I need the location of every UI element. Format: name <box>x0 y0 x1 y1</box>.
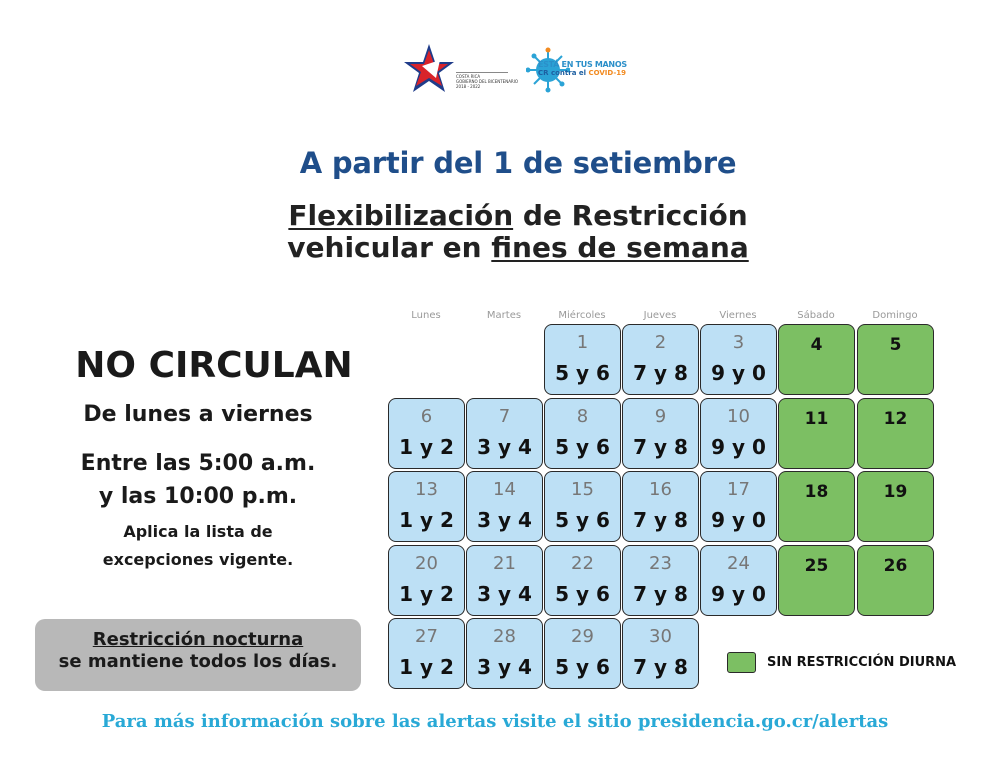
calendar-day <box>622 618 699 689</box>
day-number: 19 <box>883 482 908 502</box>
calendar-day-weekend <box>857 545 934 616</box>
day-number: 26 <box>883 556 908 576</box>
plate-digits: 3 y 4 <box>477 582 532 606</box>
calendar-day <box>622 471 699 542</box>
day-number: 27 <box>415 626 438 647</box>
costa-rica-star-logo <box>402 42 456 96</box>
calendar-day-weekend <box>778 398 855 469</box>
plate-digits: 5 y 6 <box>555 582 610 606</box>
day-number: 9 <box>654 406 667 427</box>
plate-digits: 3 y 4 <box>477 508 532 532</box>
day-number: 25 <box>804 556 829 576</box>
calendar-day-weekend <box>857 324 934 395</box>
day-number: 29 <box>571 626 594 647</box>
calendar-day <box>622 545 699 616</box>
calendar-day <box>544 618 621 689</box>
costa-rica-logo-text: COSTA RICA GOBIERNO DEL BICENTENARIO 2018 - 2022 <box>456 74 519 89</box>
plate-digits: 3 y 4 <box>477 655 532 679</box>
plate-digits: 3 y 4 <box>477 435 532 459</box>
day-number: 22 <box>571 553 594 574</box>
legend-swatch <box>727 652 756 673</box>
plate-digits: 7 y 8 <box>633 361 688 385</box>
plate-digits: 9 y 0 <box>711 435 766 459</box>
calendar-day <box>700 324 777 395</box>
day-number: 5 <box>889 335 902 355</box>
schedule-hours: Entre las 5:00 a.m. y las 10:00 p.m. <box>80 451 316 509</box>
calendar-day <box>544 545 621 616</box>
calendar-day <box>622 324 699 395</box>
day-number: 2 <box>654 332 667 353</box>
day-number: 3 <box>732 332 745 353</box>
day-number: 11 <box>804 409 829 429</box>
plate-digits: 5 y 6 <box>555 361 610 385</box>
day-number: 18 <box>804 482 829 502</box>
day-number: 16 <box>649 479 672 500</box>
plate-digits: 7 y 8 <box>633 582 688 606</box>
day-number: 30 <box>649 626 672 647</box>
exceptions-note: Aplica la lista de excepciones vigente. <box>102 522 294 569</box>
plate-digits: 9 y 0 <box>711 582 766 606</box>
calendar-day <box>466 398 543 469</box>
day-number: 15 <box>571 479 594 500</box>
calendar-day-weekend <box>778 545 855 616</box>
calendar-day <box>466 471 543 542</box>
day-number: 24 <box>727 553 750 574</box>
headline: A partir del 1 de setiembre <box>299 146 737 180</box>
day-header: Miércoles <box>558 310 606 321</box>
day-number: 28 <box>493 626 516 647</box>
day-header: Martes <box>486 310 522 321</box>
day-number: 21 <box>493 553 516 574</box>
night-restriction-box: Restricción nocturna se mantiene todos los días. <box>35 619 361 691</box>
calendar-day <box>466 545 543 616</box>
day-number: 10 <box>727 406 750 427</box>
calendar-day <box>388 545 465 616</box>
plate-digits: 1 y 2 <box>399 508 454 532</box>
schedule-days: De lunes a viernes <box>83 402 313 427</box>
day-header: Lunes <box>411 310 441 321</box>
plate-digits: 7 y 8 <box>633 655 688 679</box>
plate-digits: 1 y 2 <box>399 435 454 459</box>
calendar-day <box>466 618 543 689</box>
calendar-day <box>388 398 465 469</box>
plate-digits: 7 y 8 <box>633 508 688 532</box>
plate-digits: 5 y 6 <box>555 435 610 459</box>
calendar-day <box>544 324 621 395</box>
no-circulan-title: NO CIRCULAN <box>75 345 353 386</box>
day-number: 7 <box>498 406 511 427</box>
day-number: 14 <box>493 479 516 500</box>
calendar-day <box>700 471 777 542</box>
plate-digits: 5 y 6 <box>555 508 610 532</box>
day-number: 12 <box>883 409 908 429</box>
calendar-day <box>700 545 777 616</box>
calendar-day <box>700 398 777 469</box>
calendar-day <box>388 618 465 689</box>
calendar-day <box>388 471 465 542</box>
day-header: Domingo <box>872 310 918 321</box>
calendar-day <box>544 398 621 469</box>
day-number: 8 <box>576 406 589 427</box>
plate-digits: 9 y 0 <box>711 508 766 532</box>
day-number: 20 <box>415 553 438 574</box>
day-header: Jueves <box>643 310 677 321</box>
day-header: Sábado <box>797 310 835 321</box>
calendar-day <box>544 471 621 542</box>
plate-digits: 9 y 0 <box>711 361 766 385</box>
calendar-day <box>622 398 699 469</box>
calendar-day-weekend <box>857 398 934 469</box>
day-number: 13 <box>415 479 438 500</box>
plate-digits: 1 y 2 <box>399 582 454 606</box>
legend-label: SIN RESTRICCIÓN DIURNA <box>767 655 957 670</box>
plate-digits: 1 y 2 <box>399 655 454 679</box>
day-header: Viernes <box>719 310 757 321</box>
esta-en-tus-manos-logo: ESTÁ EN TUS MANOS CR contra el COVID-19 <box>538 60 627 77</box>
plate-digits: 7 y 8 <box>633 435 688 459</box>
day-number: 4 <box>810 335 823 355</box>
footer-info: Para más información sobre las alertas visite el sitio presidencia.go.cr/alertas <box>101 711 889 732</box>
calendar-day-weekend <box>778 471 855 542</box>
subhead: Flexibilización de Restricción vehicular en fines de semana <box>287 199 749 264</box>
calendar-day-weekend <box>778 324 855 395</box>
day-number: 6 <box>420 406 433 427</box>
day-number: 17 <box>727 479 750 500</box>
day-number: 1 <box>576 332 589 353</box>
calendar-day-weekend <box>857 471 934 542</box>
day-number: 23 <box>649 553 672 574</box>
plate-digits: 5 y 6 <box>555 655 610 679</box>
